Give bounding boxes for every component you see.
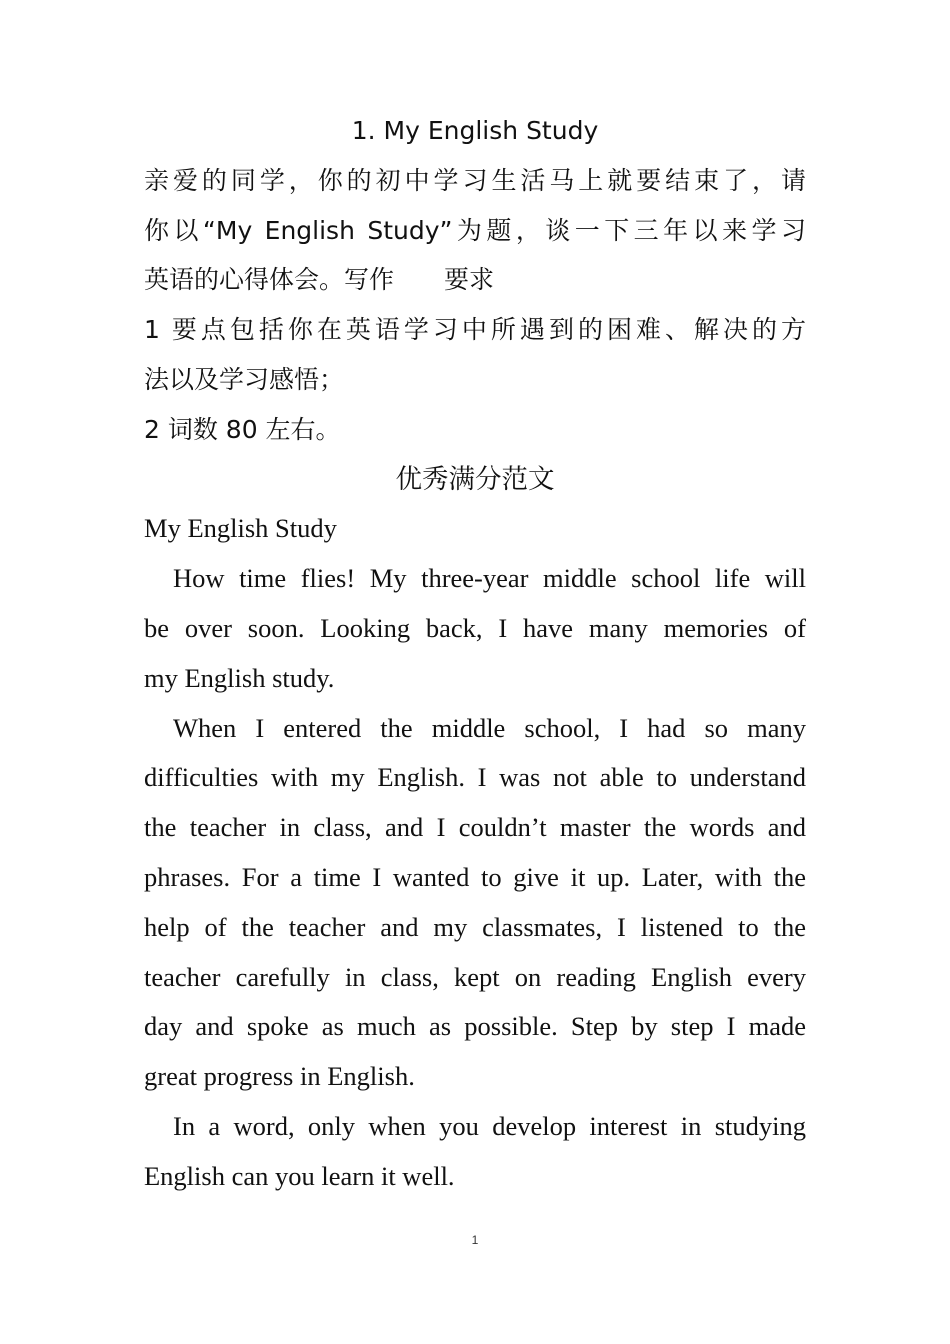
page-number: 1 bbox=[471, 1233, 479, 1247]
sample-heading: 优秀满分范文 bbox=[395, 463, 555, 494]
page-content bbox=[144, 106, 806, 1202]
essay-line: help of the teacher and my classmates, I listened to the bbox=[144, 911, 806, 942]
page-title: 1. My English Study bbox=[351, 116, 599, 145]
writing-prompt bbox=[144, 156, 806, 455]
essay-line: In a word, only when you develop interest in studying bbox=[173, 1110, 806, 1141]
prompt-line: 英语的心得体会。写作 要求 bbox=[144, 265, 495, 295]
essay-line: be over soon. Looking back, I have many memories of bbox=[144, 612, 806, 643]
essay-line: How time flies! My three-year middle school life will bbox=[173, 563, 806, 594]
prompt-line: 法以及学习感悟； bbox=[144, 364, 345, 394]
essay-paragraph bbox=[144, 554, 806, 703]
essay-title: My English Study bbox=[144, 513, 337, 544]
essay-line: When I entered the middle school, I had so many bbox=[173, 712, 806, 743]
essay-line: difficulties with my English. I was not able to understand bbox=[144, 762, 806, 793]
essay-line: English can you learn it well. bbox=[144, 1160, 455, 1191]
prompt-line: 亲爱的同学，你的初中学习生活马上就要结束了，请 bbox=[144, 165, 806, 195]
prompt-line: 你以“My English Study”为题，谈一下三年以来学习 bbox=[144, 215, 806, 245]
essay-line: my English study. bbox=[144, 662, 335, 693]
essay-line: day and spoke as much as possible. Step by step I made bbox=[144, 1011, 806, 1042]
prompt-line: 2 词数 80 左右。 bbox=[144, 414, 341, 444]
essay-paragraph bbox=[144, 1102, 806, 1202]
essay-paragraph bbox=[144, 704, 806, 1102]
essay-line: great progress in English. bbox=[144, 1061, 415, 1092]
prompt-line: 1 要点包括你在英语学习中所遇到的困难、解决的方 bbox=[144, 315, 806, 345]
essay-line: the teacher in class, and I couldn’t master the words and bbox=[144, 812, 806, 843]
essay-line: teacher carefully in class, kept on reading English every bbox=[144, 961, 806, 992]
essay-line: phrases. For a time I wanted to give it up. Later, with the bbox=[144, 861, 806, 892]
